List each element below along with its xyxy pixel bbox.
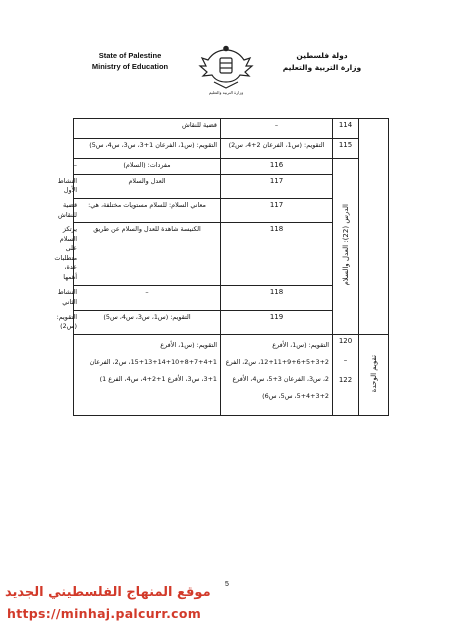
content-cell: الكنيسة شاهدة للعدل والسلام عن طريق xyxy=(74,223,221,286)
page-header xyxy=(0,50,452,100)
table-row: 119 التقويم: (س1، س3، س4، س5) التقويم: (س2) xyxy=(74,310,389,334)
content-cell: العدل والسلام xyxy=(74,174,221,198)
page-number-cell: 119 xyxy=(221,310,333,334)
page-number-cell: 115 xyxy=(333,139,359,158)
lesson-side-cell xyxy=(359,119,389,335)
activity-cell: قضية للنقاش xyxy=(74,119,221,139)
header-en-ministry: Ministry of Education xyxy=(91,62,169,71)
unit-eval-label-cell xyxy=(359,334,389,415)
eval-page-dash: – xyxy=(343,356,348,365)
unit-eval-label: تقويم الوحدة xyxy=(369,354,378,392)
lesson-label: الدرس (22): العدل والسلام xyxy=(341,203,350,286)
page-number-cell: 116 xyxy=(221,158,333,174)
watermark-site-name: موقع المنهاج الفلسطيني الجديد xyxy=(5,585,211,600)
content-cell: معاني السلام: للسلام مستويات مختلفة، هي: xyxy=(74,199,221,223)
palestine-emblem-icon xyxy=(198,44,254,96)
header-english xyxy=(70,50,190,72)
content-cell: مفردات: (السلام) xyxy=(74,158,221,174)
emblem-caption: وزارة التربية والتعليم xyxy=(208,90,244,95)
table-row: 118 – النشاط الثاني xyxy=(74,286,389,310)
page-number-cell: 117 xyxy=(221,174,333,198)
content-cell: التقويم: (س1، الأفرع 2+3+5+6+9+11+12، س2، الفرع 2، س3، الفرعان 3+5، س4، الأفرع 2+3+4+5، س5، س6) xyxy=(221,334,333,415)
eval-page-start: 120 xyxy=(338,336,353,345)
table-row xyxy=(74,119,389,139)
content-cell: التقويم: (س1، الفرعان 2+4، س2) xyxy=(221,139,333,158)
content-cell: التقويم: (س1، س3، س4، س5) xyxy=(74,310,221,334)
table-row: 117 العدل والسلام النشاط الأول xyxy=(74,174,389,198)
page-number-cell: 114 xyxy=(333,119,359,139)
curriculum-table xyxy=(54,118,388,416)
watermark-url[interactable]: https://minhaj.palcurr.com xyxy=(7,606,202,621)
table-row xyxy=(74,334,389,415)
page-number-cell: 117 xyxy=(221,199,333,223)
content-cell: – xyxy=(74,286,221,310)
table-row: 118 الكنيسة شاهدة للعدل والسلام عن طريق يرتكز السلام على متطلبات عدة، أهمها xyxy=(74,223,389,286)
table-row xyxy=(74,139,389,158)
header-ar-state: دولة فلسطين xyxy=(296,51,348,60)
page-number-cell: 118 xyxy=(221,223,333,286)
lesson-label-cell xyxy=(333,158,359,334)
activity-cell: التقويم: (س1، الفرعان 1+3، س3، س4، س5) xyxy=(74,139,221,158)
table-row: 117 معاني السلام: للسلام مستويات مختلفة، هي: قضية للنقاش xyxy=(74,199,389,223)
header-arabic xyxy=(262,50,382,74)
eval-page-end: 122 xyxy=(338,375,353,384)
page-number-cell: 118 xyxy=(221,286,333,310)
page-number: 5 xyxy=(225,581,229,588)
header-ar-ministry: وزارة التربية والتعليم xyxy=(282,63,362,72)
page-number-cell xyxy=(333,334,359,415)
header-en-state: State of Palestine xyxy=(98,51,162,60)
activity-cell: التقويم: (س1، الأفرع 1+4+7+8+10+14+13+15، س2، الفرعان 1+3، س3، الأفرع 1+2+4، س4، الفرع 1) xyxy=(74,334,221,415)
table-row: الدرس (22): العدل والسلام 116 مفردات: (السلام) – xyxy=(74,158,389,174)
content-cell: – xyxy=(221,119,333,139)
